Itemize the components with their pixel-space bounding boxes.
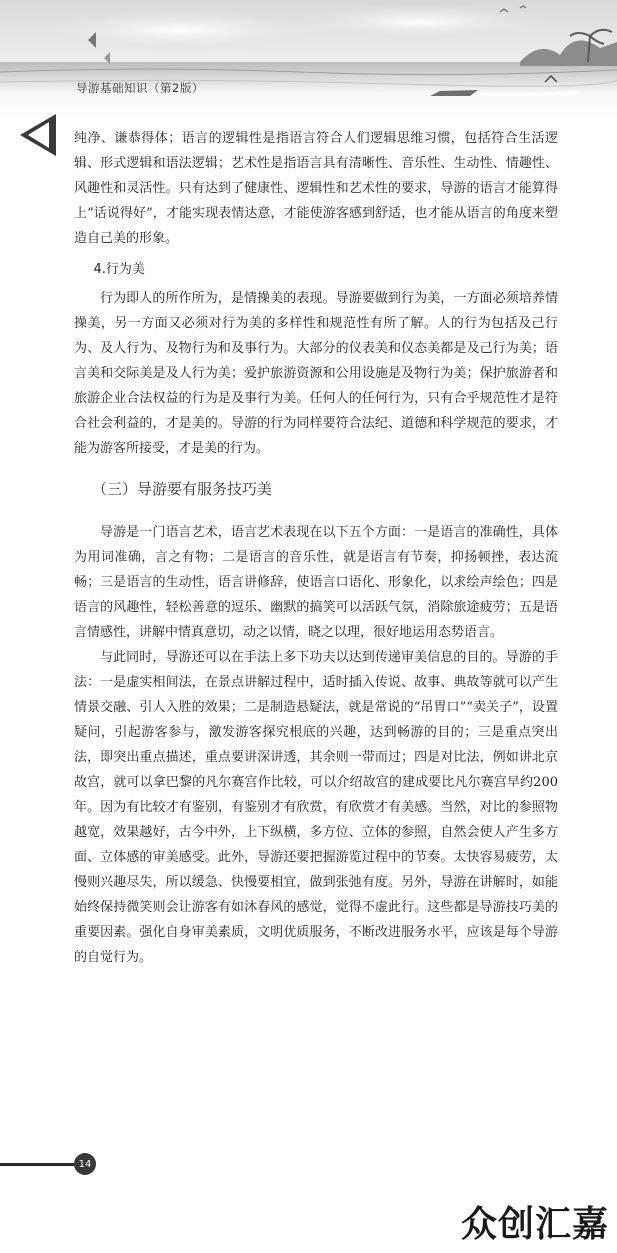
- subsection-heading-behavior-beauty: 4.行为美: [93, 262, 145, 277]
- intro-paragraph: 纯净、谦恭得体；语言的逻辑性是指语言符合人们逻辑思维习惯，包括符合生活逻辑、形式逻辑和语法逻辑；艺术性是指语言具有清晰性、音乐性、生动性、情趣性、风趣性和灵活性。只有达到了健康性、逻辑性和艺术性的要求，导游的语言才能算得上“话说得好”，才能实现表情达意，才能使游客感到舒适，也才能从语言的角度来塑造自己美的形象。: [74, 131, 558, 246]
- behavior-beauty-paragraph: 行为即人的所作所为，是情操美的表现。导游要做到行为美，一方面必须培养情操美，另一方面又必须对行为美的多样性和规范性有所了解。人的行为包括及己行为、及人行为、及物行为和及事行为。大部分的仪表美和仪态美都是及己行为美；语言美和交际美是及人行为美；爱护旅游资源和公用设施是及物行为美；保护旅游者和旅游企业合法权益的行为是及事行为美。任何人的任何行为，只有合乎规范性才是符合社会利益的，才是美的。导游的行为同样要符合法纪、道德和科学规范的要求，才能为游客所接受，才是美的行为。: [74, 291, 558, 456]
- page-number: 14: [74, 1153, 96, 1175]
- watermark: 众创汇嘉: [460, 1204, 609, 1245]
- page-content: [74, 126, 558, 970]
- service-skill-paragraph-1: 导游是一门语言艺术，语言艺术表现在以下五个方面：一是语言的准确性，具体为用词准确，言之有物；二是语言的音乐性，就是语言有节奏，抑扬顿挫，表达流畅；三是语言的生动性，语言讲修辞，使语言口语化、形象化，以求绘声绘色；四是语言的风趣性，轻松善意的逗乐、幽默的搞笑可以活跃气氛，消除旅途疲劳；五是语言情感性，讲解中情真意切，动之以情，晓之以理，很好地运用态势语言。: [74, 525, 558, 640]
- seaside-banner-illustration: [0, 0, 617, 120]
- decorative-arrow-icon: [16, 112, 60, 158]
- book-title: 导游基础知识（第2版）: [76, 81, 204, 95]
- header-banner: [0, 0, 617, 120]
- section-title-service-skill-beauty: （三）导游要有服务技巧美: [92, 480, 273, 498]
- service-skill-paragraph-2: 与此同时，导游还可以在手法上多下功夫以达到传递审美信息的目的。导游的手法：一是虚实相间法，在景点讲解过程中，适时插入传说、故事、典故等就可以产生情景交融、引人入胜的效果；二是制造悬疑法，就是常说的“吊胃口”“卖关子”，设置疑问，引起游客参与，激发游客探究根底的兴趣，达到畅游的目的；三是重点突出法，即突出重点描述，重点要讲深讲透，其余则一带而过；四是对比法，例如讲北京故宫，就可以拿巴黎的凡尔赛宫作比较，可以介绍故宫的建成要比凡尔赛宫早约200年。因为有比较才有鉴别，有鉴别才有欣赏，有欣赏才有美感。当然，对比的参照物越宽，效果越好，古今中外，上下纵横，多方位、立体的参照，自然会使人产生多方面、立体感的审美感受。此外，导游还要把握游览过程中的节奏。太快容易疲劳，太慢则兴趣尽失，所以缓急、快慢要相宜，做到张弛有度。另外，导游在讲解时，如能始终保持微笑则会让游客有如沐春风的感觉，觉得不虚此行。这些都是导游技巧美的重要因素。强化自身审美素质，文明优质服务，不断改进服务水平，应该是每个导游的自觉行为。: [74, 650, 558, 965]
- page-number-rule: [0, 1163, 76, 1166]
